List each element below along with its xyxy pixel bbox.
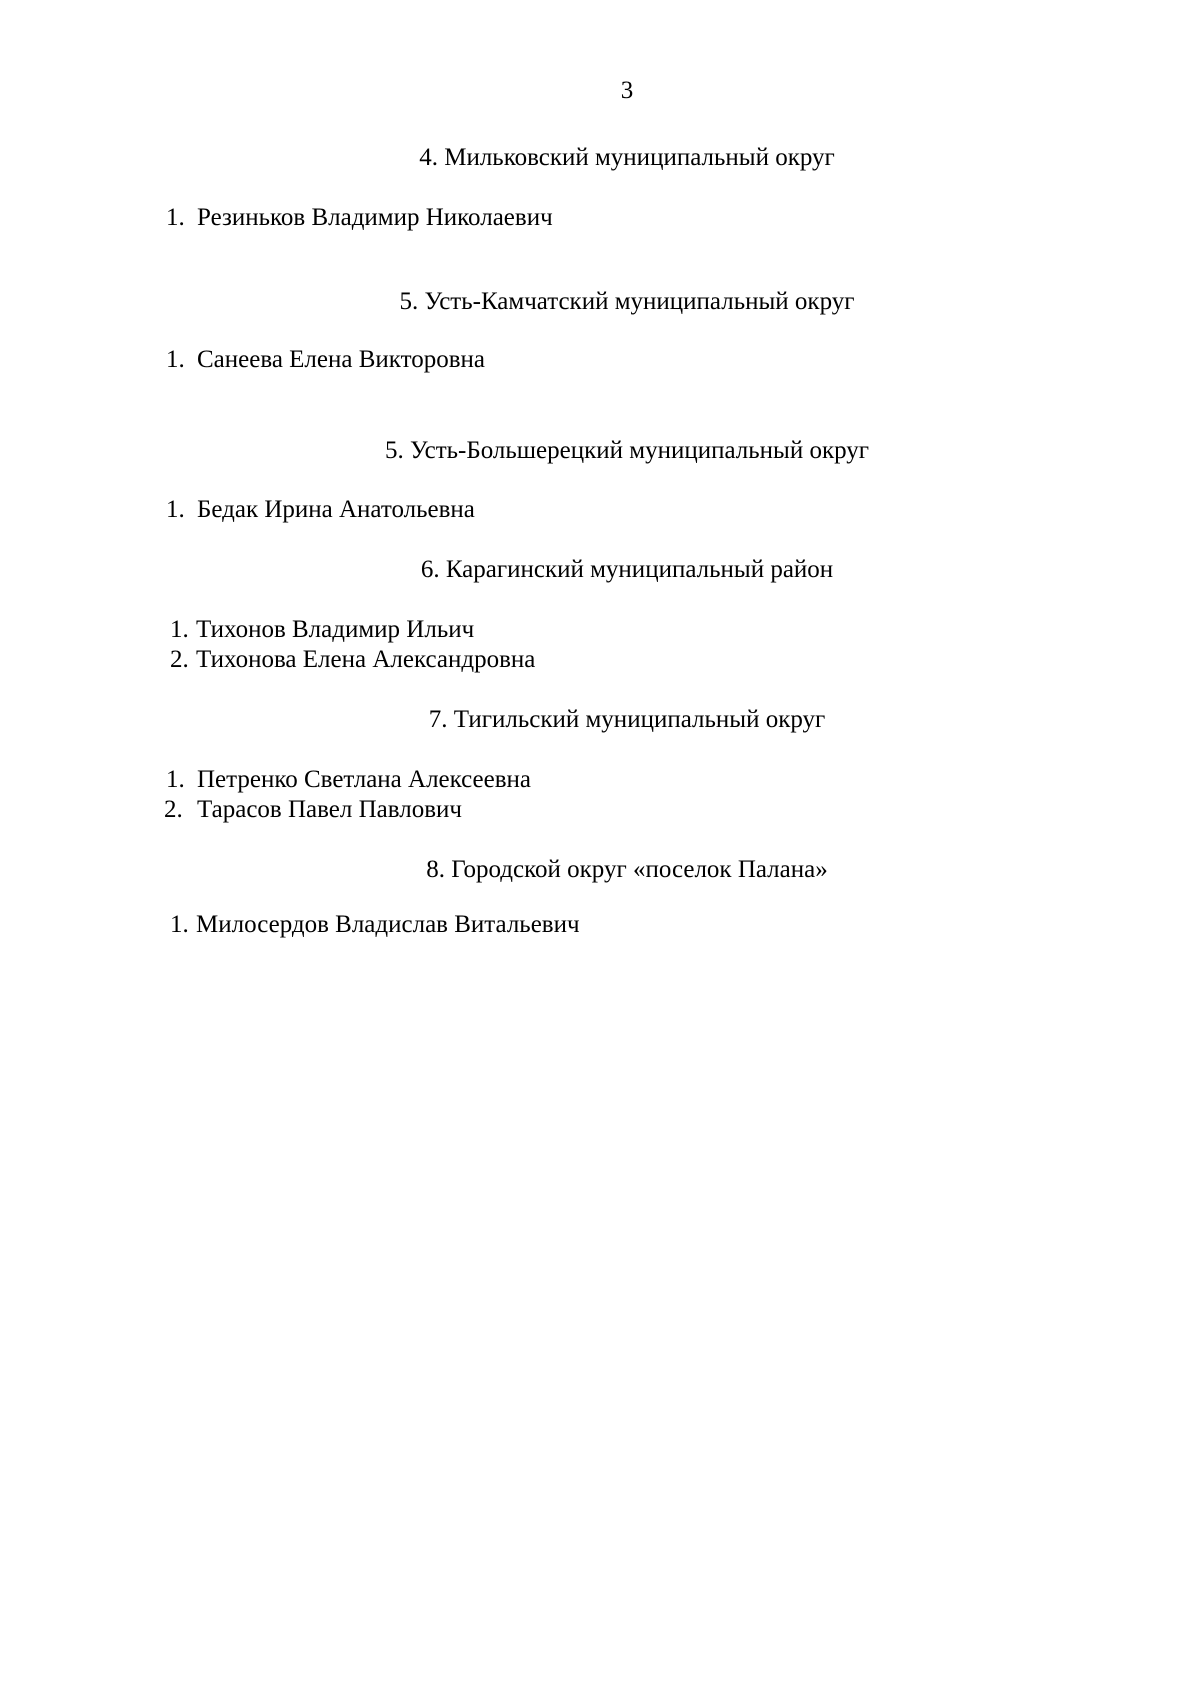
list-item-name: Тихонова Елена Александровна [196,646,536,673]
section-heading: 6. Карагинский муниципальный район [420,556,834,583]
page-number: 3 [620,77,634,104]
list-item-number: 1. [170,616,189,643]
list-item-number: 1. [166,766,185,793]
list-item-number: 1. [166,346,185,373]
list-item-name: Резиньков Владимир Николаевич [197,204,553,231]
section-heading: 5. Усть-Камчатский муниципальный округ [399,288,855,315]
list-item-name: Санеева Елена Викторовна [197,346,485,373]
list-item-number: 1. [166,204,185,231]
section-heading: 8. Городской округ «поселок Палана» [426,856,828,883]
list-item-number: 1. [170,911,189,938]
list-item-number: 2. [164,796,183,823]
list-item-name: Петренко Светлана Алексеевна [197,766,532,793]
list-item-name: Милосердов Владислав Витальевич [196,911,580,938]
section-heading: 7. Тигильский муниципальный округ [428,706,826,733]
list-item-number: 1. [166,496,185,523]
list-item-name: Бедак Ирина Анатольевна [197,496,475,523]
list-item-number: 2. [170,646,189,673]
list-item-name: Тарасов Павел Павлович [197,796,462,823]
list-item-name: Тихонов Владимир Ильич [196,616,475,643]
section-heading: 4. Мильковский муниципальный округ [419,144,835,171]
section-heading: 5. Усть-Большерецкий муниципальный округ [384,437,870,464]
